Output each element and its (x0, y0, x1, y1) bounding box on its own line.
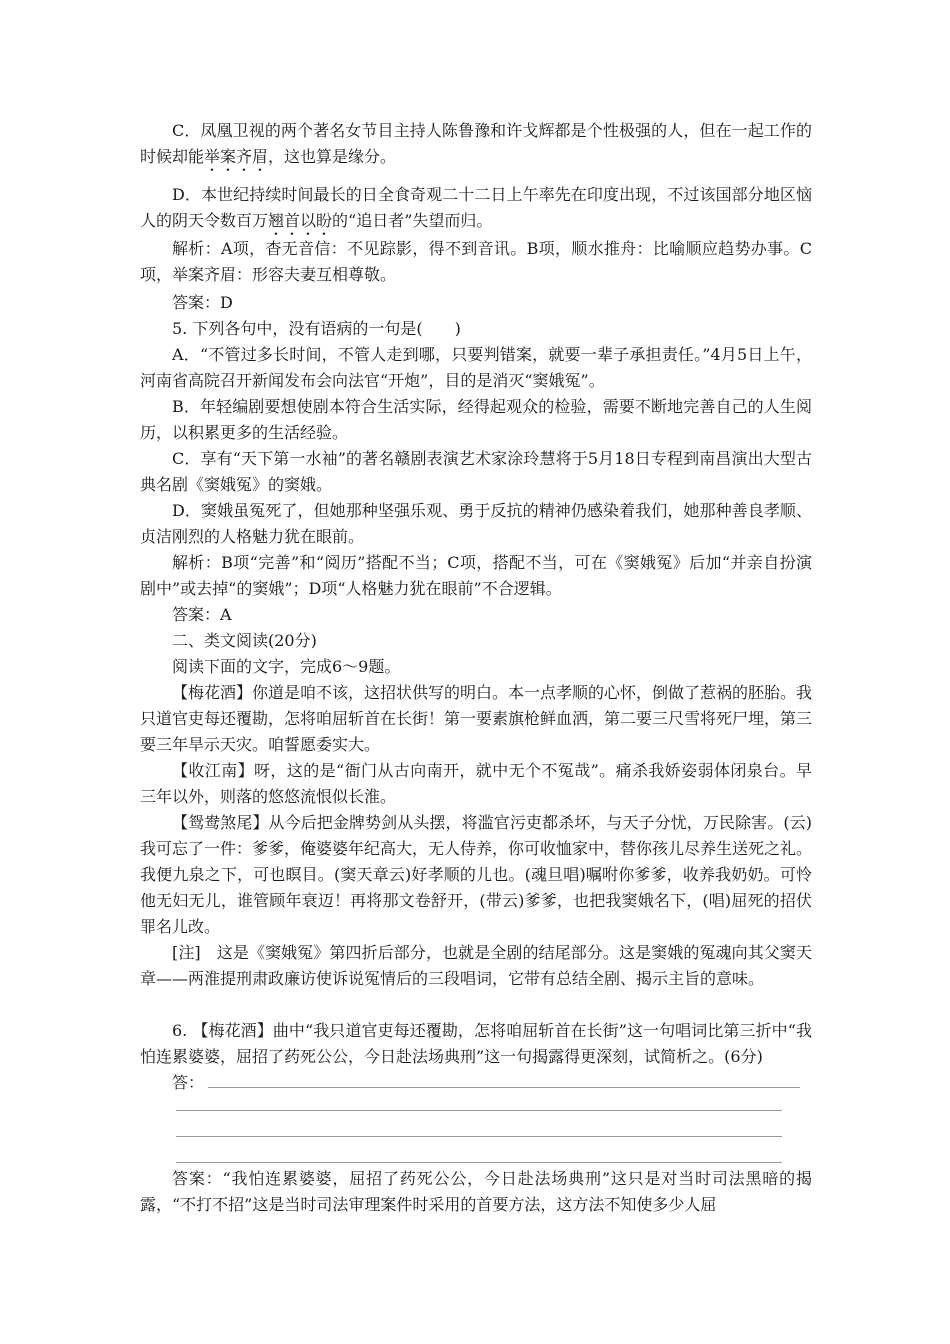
question-6: 6. 【梅花酒】曲中“我只道官吏每还覆勘，怎将咱屈斩首在长街”这一句唱词比第三折中“我怕连累婆婆，屈招了药死公公，今日赴法场典刑”这一句揭露得更深刻，试简析之。(6分) (140, 1021, 812, 1066)
passage-note: [注] 这是《窦娥冤》第四折后部分，也就是全剧的结尾部分。这是窦娥的冤魂向其父窦天章——两淮提刑肃政廉访使诉说冤情后的三段唱词，它带有总结全剧、揭示主旨的意味。 (140, 943, 812, 988)
option-c-q5: C．享有“天下第一水袖”的著名赣剧表演艺术家涂玲慧将于5月18日专程到南昌演出大型古典名剧《窦娥冤》的窦娥。 (140, 449, 812, 494)
option-d-q4: D．本世纪持续时间最长的日全食奇观二十二日上午率先在印度出现，不过该国部分地区恼人的阴天令数百万翘首以盼的“追日者”失望而归。 (140, 185, 812, 230)
option-d-q5: D．窦娥虽冤死了，但她那种坚强乐观、勇于反抗的精神仍感染着我们，她那种善良孝顺、贞洁刚烈的人格魅力犹在眼前。 (140, 501, 812, 546)
analysis-q4: 解析：A项，杳无音信：不见踪影，得不到音讯。B项，顺水推舟：比喻顺应趋势办事。C项，举案齐眉：形容夫妻互相尊敬。 (140, 239, 812, 284)
reading-instruction: 阅读下面的文字，完成6～9题。 (172, 657, 401, 676)
option-b-q5: B．年轻编剧要想使剧本符合生活实际，经得起观众的检验，需要不断地完善自己的人生阅历，以积累更多的生活经验。 (140, 397, 812, 442)
analysis-q5: 解析：B项“完善”和“阅历”搭配不当；C项，搭配不当，可在《窦娥冤》后加“并亲自扮演剧中”或去掉“的窦娥”；D项“人格魅力犹在眼前”不合逻辑。 (140, 553, 812, 598)
option-a-q5: A．“不管过多长时间，不管人走到哪，只要判错案，就要一辈子承担责任。”4月5日上午，河南省高院召开新闻发布会向法官“开炮”，目的是消灭“窦娥冤”。 (140, 345, 812, 390)
answer-line-3[interactable] (176, 1136, 782, 1137)
answer-q6: 答案：“我怕连累婆婆，屈招了药死公公，今日赴法场典刑”这只是对当时司法黑暗的揭露，“不打不招”这是当时司法审理案件时采用的首要方法，这方法不知使多少人屈 (140, 1169, 812, 1214)
passage-shoujiangnan: 【收江南】呀，这的是“衙门从古向南开，就中无个不冤哉”。痛杀我娇姿弱体闭泉台。早三年以外，则落的悠悠流恨似长淮。 (140, 761, 812, 806)
answer-label: 答： (172, 1073, 205, 1092)
passage-yuanyangshawei: 【鸳鸯煞尾】从今后把金牌势剑从头摆，将滥官污吏都杀坏，与天子分忧，万民除害。(云)我可忘了一件：爹爹，俺婆婆年纪高大，无人侍养，你可收恤家中，替你孩儿尽养生送死之礼。我便九泉之下，可也瞑目。(窦天章云)好孝顺的儿也。(魂旦唱)嘱咐你爹爹，收养我奶奶。可怜他无妇无儿，谁管顾年衰迈！再将那文卷舒开，(带云)爹爹，也把我窦娥名下，(唱)屈死的招伏罪名儿改。 (140, 813, 813, 936)
section-heading: 二、类文阅读(20分) (172, 631, 317, 650)
answer-q5: 答案：A (172, 605, 232, 624)
option-c-q4: C．凤凰卫视的两个著名女节目主持人陈鲁豫和许戈辉都是个性极强的人，但在一起工作的时候却能举案齐眉，这也算是缘分。 (140, 121, 812, 166)
question-5: 5. 下列各句中，没有语病的一句是( ) (172, 319, 461, 338)
answer-line-4[interactable] (176, 1162, 782, 1163)
passage-meihuajiu: 【梅花酒】你道是咱不该，这招状供写的明白。本一点孝顺的心怀，倒做了惹祸的胚胎。我只道官吏每还覆勘，怎将咱屈斩首在长街！第一要素旗枪鲜血洒，第二要三尺雪将死尸埋，第三要三年旱示天灾。咱誓愿委实大。 (140, 683, 813, 754)
answer-line-2[interactable] (176, 1110, 782, 1111)
answer-line-1[interactable] (208, 1087, 800, 1088)
answer-q4: 答案：D (172, 293, 233, 312)
